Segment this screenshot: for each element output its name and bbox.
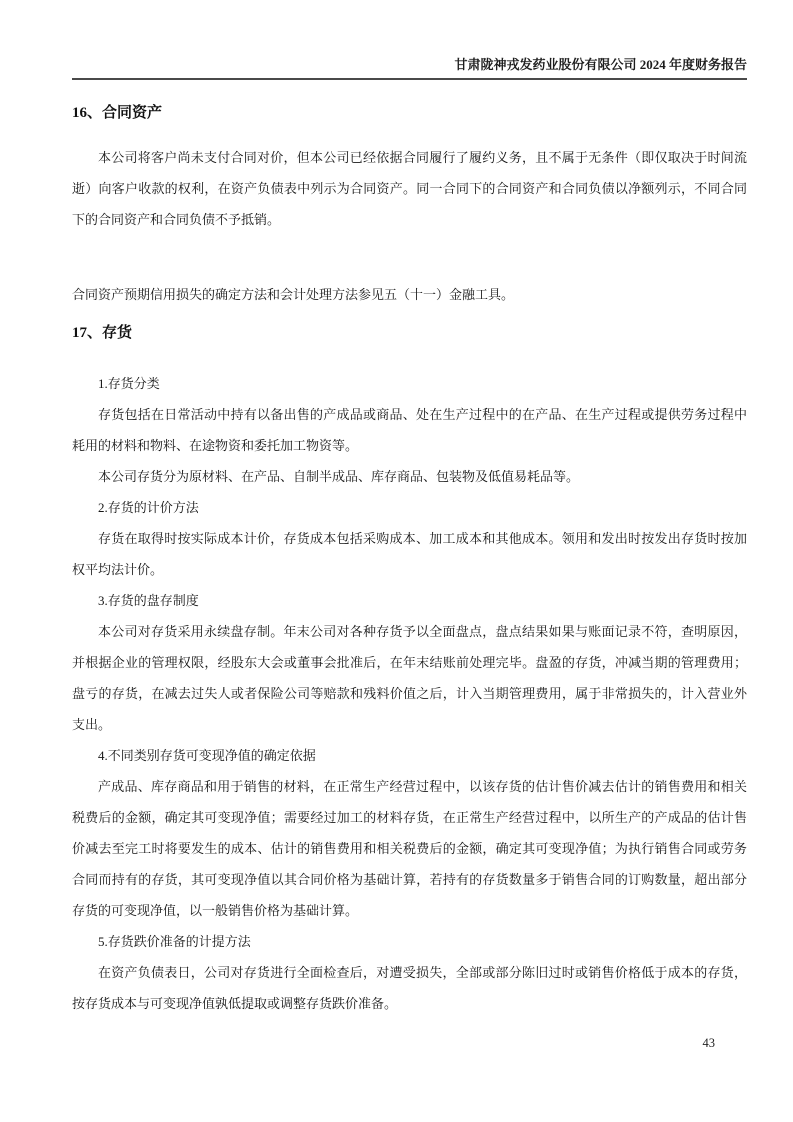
- section-heading-inventory: 17、存货: [72, 325, 133, 341]
- paragraph-inventory-item-4-title: 4.不同类别存货可变现净值的确定依据: [98, 748, 316, 763]
- header-title: 甘肃陇神戎发药业股份有限公司 2024 年度财务报告: [454, 57, 747, 72]
- section-heading-contract-assets: 16、合同资产: [72, 105, 163, 121]
- paragraph-inventory-count-system: 本公司对存货采用永续盘存制。年末公司对各种存货予以全面盘点，盘点结果如果与账面记录不符，查明原因，并根据企业的管理权限，经股东大会或董事会批准后，在年末结账前处理完毕。盘盈的存货，冲减当期的管理费用；盘亏的存货，在减去过失人或者保险公司等赔款和残料价值之后，计入当期管理费用，属于非常损失的，计入营业外支出。: [72, 624, 747, 732]
- paragraph-inventory-item-2-title: 2.存货的计价方法: [98, 500, 199, 515]
- page-content: [0, 57, 793, 1019]
- paragraph-inventory-item-5-title: 5.存货跌价准备的计提方法: [98, 934, 251, 949]
- paragraph-contract-assets-definition: 本公司将客户尚未支付合同对价，但本公司已经依据合同履行了履约义务，且不属于无条件（即仅取决于时间流逝）向客户收款的权利，在资产负债表中列示为合同资产。同一合同下的合同资产和合同负债以净额列示，不同合同下的合同资产和合同负债不予抵销。: [72, 150, 747, 227]
- paragraph-contract-assets-impairment-ref: 合同资产预期信用损失的确定方法和会计处理方法参见五（十一）金融工具。: [72, 287, 515, 302]
- paragraph-inventory-classification: 存货包括在日常活动中持有以备出售的产成品或商品、处在生产过程中的在产品、在生产过程或提供劳务过程中耗用的材料和物料、在途物资和委托加工物资等。: [72, 407, 747, 453]
- page-header: [72, 57, 747, 80]
- paragraph-inventory-writedown-method: 在资产负债表日，公司对存货进行全面检查后，对遭受损失，全部或部分陈旧过时或销售价格低于成本的存货，按存货成本与可变现净值孰低提取或调整存货跌价准备。: [72, 965, 747, 1011]
- page-number: 43: [702, 1036, 715, 1050]
- paragraph-inventory-nrv-basis: 产成品、库存商品和用于销售的材料，在正常生产经营过程中，以该存货的估计售价减去估计的销售费用和相关税费后的金额，确定其可变现净值；需要经过加工的材料存货，在正常生产经营过程中，以所生产的产成品的估计售价减去至完工时将要发生的成本、估计的销售费用和相关税费后的金额，确定其可变现净值；为执行销售合同或劳务合同而持有的存货，其可变现净值以其合同价格为基础计算，若持有的存货数量多于销售合同的订购数量，超出部分存货的可变现净值，以一般销售价格为基础计算。: [72, 779, 747, 918]
- paragraph-inventory-item-3-title: 3.存货的盘存制度: [98, 593, 199, 608]
- paragraph-inventory-valuation-method: 存货在取得时按实际成本计价，存货成本包括采购成本、加工成本和其他成本。领用和发出时按发出存货时按加权平均法计价。: [72, 531, 747, 577]
- paragraph-inventory-categories: 本公司存货分为原材料、在产品、自制半成品、库存商品、包装物及低值易耗品等。: [98, 469, 580, 484]
- paragraph-inventory-item-1-title: 1.存货分类: [98, 376, 160, 391]
